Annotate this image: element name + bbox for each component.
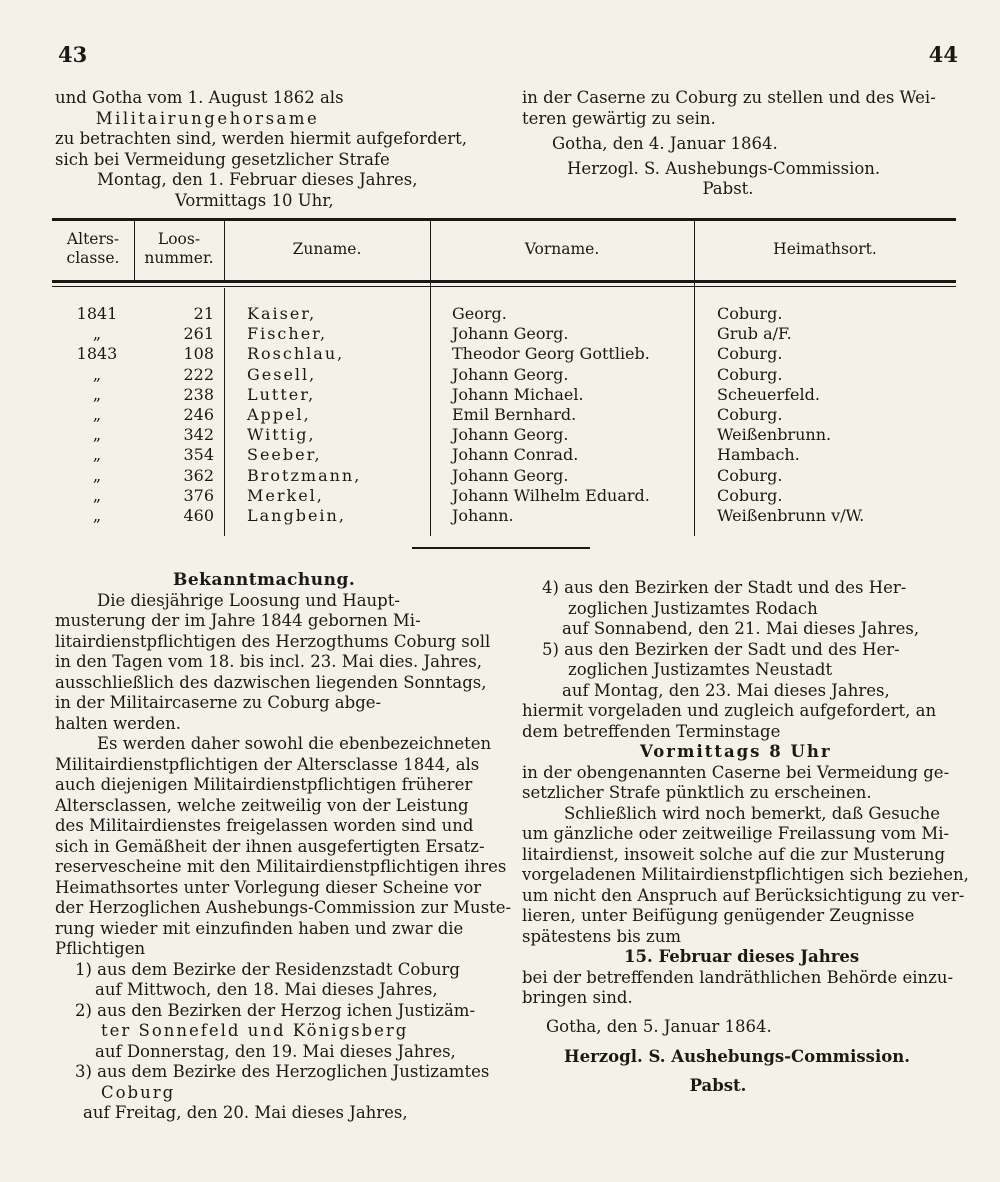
cell-surname: Roschlau, [247,344,345,364]
cell-home: Scheuerfeld. [717,384,820,404]
list-line: 2) aus den Bezirken der Herzog ichen Justizäm- [75,1000,476,1020]
header-surname: Zuname. [292,240,362,258]
cell-home: Weißenbrunn. [717,425,832,445]
cell-age-class: „ [92,404,102,424]
authority-line: Herzogl. S. Aushebungs-Commission. [567,158,881,178]
cell-home: Coburg. [717,304,783,323]
table-row [52,405,956,425]
cell-age-class: „ [92,505,102,525]
text-line: sich bei Vermeidung gesetzlicher Strafe [55,149,390,169]
cell-first-name: Johann Conrad. [452,445,579,465]
cell-home: Grub a/F. [717,324,792,344]
text-line: Vormittags 10 Uhr, [175,190,334,210]
table-top-rule [52,218,956,221]
cell-first-name: Johann Michael. [452,384,584,404]
cell-age-class: 1843 [76,344,118,364]
cell-age-class: „ [92,324,102,344]
table-row [52,324,956,344]
text-line: Vormittags 8 Uhr [640,742,832,761]
table-row [52,486,956,506]
table-body [52,304,956,526]
text-line: Es werden daher sowohl die ebenbezeichneten [97,734,492,753]
list-line: auf Donnerstag, den 19. Mai dieses Jahres, [95,1041,456,1061]
text-line: reservescheine mit den Militairdienstpflichtigen ihres [55,857,507,876]
text-line: in der obengenannten Caserne bei Vermeidung ge- [522,762,950,782]
table-row [52,425,956,445]
cell-age-class: „ [92,425,102,445]
notice-continuation [522,578,969,1009]
text-line: Militairdienstpflichtigen der Altersclasse 1844, als [55,754,480,774]
table-row [52,506,956,526]
text-line: 4) aus den Bezirken der Stadt und des Her- [542,578,907,597]
text-line: ausschließlich des dazwischen liegenden Sonntags, [55,672,487,692]
cell-surname: Lutter, [247,384,316,404]
cell-surname: Merkel, [247,485,324,505]
text-line: in der Caserne zu Coburg zu stellen und des Wei- [522,88,936,107]
page-number-left: 43 [58,42,88,67]
list-line: 3) aus dem Bezirke des Herzoglichen Justizamtes [75,1062,490,1081]
header-home: Heimathsort. [773,240,877,258]
list-line: auf Mittwoch, den 18. Mai dieses Jahres, [95,980,438,999]
text-line: Heimathsortes unter Vorlegung dieser Scheine vor [55,877,482,897]
table-row [52,344,956,364]
table-row [52,304,956,324]
cell-age-class: 1841 [76,304,118,323]
authority-line: Herzogl. S. Aushebungs-Commission. [564,1047,910,1066]
text-line: sich in Gemäßheit der ihnen ausgefertigten Ersatz- [55,836,485,856]
cell-age-class: „ [92,384,102,404]
text-line: 5) aus den Bezirken der Sadt und des Her- [542,639,900,659]
header-lot-number: Loos- nummer. [144,230,214,267]
cell-surname: Langbein, [247,505,346,525]
signature: Pabst. [702,179,754,198]
list-line: Coburg [101,1082,176,1102]
text-line: Die diesjährige Loosung und Haupt- [97,590,400,610]
date-line: Gotha, den 4. Januar 1864. [552,134,778,153]
cell-lot-number: 246 [183,404,214,424]
cell-home: Coburg. [717,344,783,364]
text-line: bringen sind. [522,988,633,1007]
table-row [52,385,956,405]
header-age-class: Alters- classe. [66,230,120,267]
text-line: Schließlich wird noch bemerkt, daß Gesuche [564,803,941,823]
text-line: teren gewärtig zu sein. [522,108,716,128]
cell-first-name: Johann. [452,505,514,525]
cell-lot-number: 342 [183,425,214,445]
notice-left-column [55,570,512,1124]
text-line: lieren, unter Beifügung genügender Zeugnisse [522,906,915,925]
signature: Pabst. [689,1075,747,1095]
cell-surname: Kaiser, [247,304,317,323]
cell-home: Coburg. [717,485,783,505]
conscript-table [52,218,956,536]
text-line: in den Tagen vom 18. bis incl. 23. Mai dies. Jahres, [55,652,482,671]
text-line: Altersclassen, welche zeitweilig von der Leistung [55,795,469,815]
list-line: auf Freitag, den 20. Mai dieses Jahres, [83,1103,408,1122]
cell-lot-number: 362 [183,465,214,485]
cell-age-class: „ [92,485,102,505]
cell-lot-number: 354 [183,445,214,465]
table-row [52,466,956,486]
cell-lot-number: 261 [183,324,214,344]
page-number-right: 44 [928,42,958,67]
text-line: rung wieder mit einzufinden haben und zwar die [55,918,464,938]
text-line: bei der betreffenden landräthlichen Behörde einzu- [522,967,954,987]
cell-home: Coburg. [717,404,783,424]
text-line: litairdienst, insoweit solche auf die zur Musterung [522,844,946,864]
text-line: vorgeladenen Militairdienstpflichtigen sich beziehen, [522,865,969,884]
cell-first-name: Johann Georg. [452,364,569,384]
text-line: zoglichen Justizamtes Neustadt [568,660,833,679]
cell-surname: Appel, [247,404,311,424]
cell-lot-number: 21 [193,304,214,323]
notice-body [55,590,512,960]
text-line: musterung der im Jahre 1844 gebornen Mi- [55,611,421,630]
text-line: auf Sonnabend, den 21. Mai dieses Jahres, [562,619,920,638]
cell-first-name: Johann Wilhelm Eduard. [452,485,650,505]
cell-first-name: Theodor Georg Gottlieb. [452,344,650,364]
cell-age-class: „ [92,445,102,465]
text-line: Militairungehorsame [95,108,320,128]
cell-surname: Fischer, [247,324,328,344]
table-header-rule-thin [52,286,956,287]
table-header-rule [52,280,956,283]
text-line: Montag, den 1. Februar dieses Jahres, [97,170,418,189]
text-line: in der Militaircaserne zu Coburg abge- [55,693,382,712]
text-line: hiermit vorgeladen und zugleich aufgefordert, an [522,701,937,720]
cell-lot-number: 238 [183,384,214,404]
cell-first-name: Johann Georg. [452,425,569,445]
cell-lot-number: 376 [183,485,214,505]
cell-home: Coburg. [717,364,783,384]
separator-rule [412,547,590,549]
text-line: Pflichtigen [55,939,146,958]
header-first-name: Vorname. [524,240,600,258]
cell-first-name: Emil Bernhard. [452,404,577,424]
cell-surname: Seeber, [247,445,322,465]
top-left-text [55,88,500,211]
cell-lot-number: 222 [183,364,214,384]
notice-list [55,960,495,1124]
date-line: Gotha, den 5. Januar 1864. [546,1016,772,1036]
cell-home: Hambach. [717,445,800,465]
notice-title: Bekanntmachung. [173,570,356,590]
text-line: setzlicher Strafe pünktlich zu erscheinen. [522,783,872,802]
text-line: der Herzoglichen Aushebungs-Commission zur Muste- [55,898,512,917]
text-line: spätestens bis zum [522,926,681,946]
cell-home: Weißenbrunn v/W. [717,505,865,525]
text-line: 15. Februar dieses Jahres [624,947,860,966]
text-line: und Gotha vom 1. August 1862 als [55,88,344,107]
cell-surname: Brotzmann, [247,465,362,485]
cell-age-class: „ [92,465,102,485]
list-line: 1) aus dem Bezirke der Residenzstadt Coburg [75,959,460,979]
cell-lot-number: 108 [183,344,214,364]
table-row [52,445,956,465]
text-line: auf Montag, den 23. Mai dieses Jahres, [562,680,890,700]
text-line: zu betrachten sind, werden hiermit aufgefordert, [55,129,468,148]
cell-lot-number: 460 [183,505,214,525]
cell-first-name: Johann Georg. [452,465,569,485]
top-right-text [522,88,954,200]
notice-right-column [522,578,969,1096]
cell-age-class: „ [92,364,102,384]
text-line: dem betreffenden Terminstage [522,721,781,741]
cell-first-name: Johann Georg. [452,324,569,344]
cell-surname: Wittig, [247,425,316,445]
text-line: um gänzliche oder zeitweilige Freilassung vom Mi- [522,824,950,843]
text-line: auch diejenigen Militairdienstpflichtigen früherer [55,775,473,794]
cell-first-name: Georg. [452,304,507,323]
text-line: des Militairdienstes freigelassen worden sind und [55,816,474,835]
list-line: ter Sonnefeld und Königsberg [101,1021,409,1040]
text-line: litairdienstpflichtigen des Herzogthums Coburg soll [55,631,491,651]
table-row [52,365,956,385]
cell-surname: Gesell, [247,364,317,384]
cell-home: Coburg. [717,465,783,485]
text-line: zoglichen Justizamtes Rodach [568,598,818,618]
text-line: um nicht den Anspruch auf Berücksichtigung zu ver- [522,885,965,905]
text-line: halten werden. [55,713,181,733]
